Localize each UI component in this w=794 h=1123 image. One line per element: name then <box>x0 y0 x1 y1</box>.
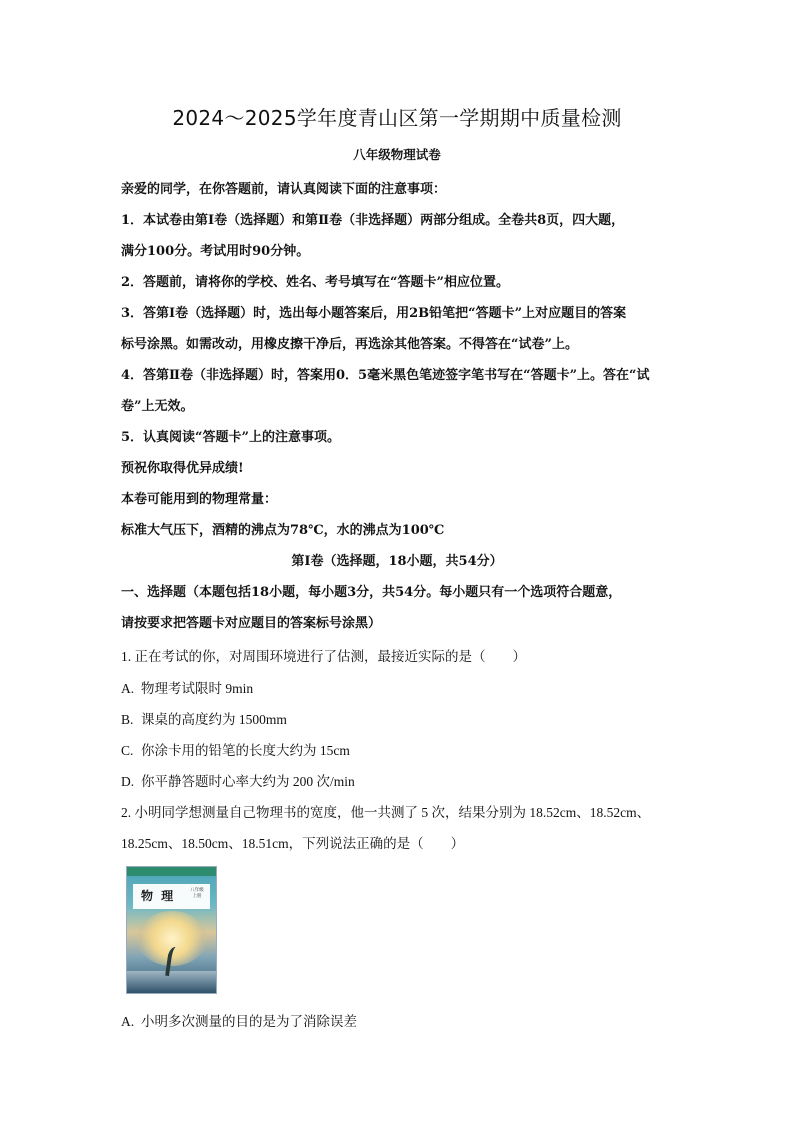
physics-book-image <box>127 867 216 993</box>
option-text: 课桌的高度约为 1500mm <box>141 712 287 727</box>
notice-item-4: 4．答第Ⅱ卷（非选择题）时，答案用0．5毫米黑色笔迹签字笔书写在“答题卡”上。答在“试 <box>121 368 650 383</box>
option-letter: C. <box>121 743 134 758</box>
question-1-option-a <box>121 677 253 697</box>
book-grade: 八年级 上册 <box>190 888 204 899</box>
notice-intro: 亲爱的同学，在你答题前，请认真阅读下面的注意事项： <box>121 182 447 197</box>
notice-item-3-cont: 标号涂黑。如需改动，用橡皮擦干净后，再选涂其他答案。不得答在“试卷”上。 <box>121 337 578 352</box>
question-2-stem: 2. 小明同学想测量自己物理书的宽度，他一共测了 5 次，结果分别为 18.52cm、18.52cm、 <box>121 805 651 820</box>
question-1-option-b <box>121 708 287 728</box>
notice-item-2: 2．答题前，请将你的学校、姓名、考号填写在“答题卡”相应位置。 <box>121 275 510 290</box>
notice-item-4-cont: 卷”上无效。 <box>121 399 194 414</box>
constants-title: 本卷可能用到的物理常量： <box>121 492 278 507</box>
option-letter: B. <box>121 712 134 727</box>
page-subtitle: 八年级物理试卷 <box>353 147 441 162</box>
notice-item-3: 3．答第Ⅰ卷（选择题）时，选出每小题答案后，用2B铅笔把“答题卡”上对应题目的答案 <box>121 306 627 321</box>
option-letter: D. <box>121 774 135 789</box>
option-text: 你涂卡用的铅笔的长度大约为 15cm <box>141 743 350 758</box>
book-top-band <box>127 867 216 876</box>
question-1-option-d <box>121 770 355 790</box>
section-1-instructions: 一、选择题（本题包括18小题，每小题3分，共54分。每小题只有一个选项符合题意， <box>121 585 622 600</box>
question-2-option-a <box>121 1010 357 1030</box>
question-1-stem: 1. 正在考试的你，对周围环境进行了估测，最接近实际的是（ ） <box>121 649 526 664</box>
section-1-title: 第Ⅰ卷（选择题，18小题，共54分） <box>291 554 503 569</box>
notice-item-5: 5．认真阅读“答题卡”上的注意事项。 <box>121 430 341 445</box>
book-title: 物 理 <box>141 889 176 903</box>
section-1-instructions-cont: 请按要求把答题卡对应题目的答案标号涂黑） <box>121 616 382 631</box>
option-letter: A. <box>121 681 135 696</box>
notice-item-1-cont: 满分100分。考试用时90分钟。 <box>121 244 310 259</box>
constants-text: 标准大气压下，酒精的沸点为78℃，水的沸点为100℃ <box>121 523 445 538</box>
question-2-stem-cont: 18.25cm、18.50cm、18.51cm，下列说法正确的是（ ） <box>121 836 465 851</box>
notice-item-1: 1．本试卷由第Ⅰ卷（选择题）和第Ⅱ卷（非选择题）两部分组成。全卷共8页，四大题， <box>121 213 625 228</box>
option-text: 物理考试限时 9min <box>141 681 254 696</box>
question-1-option-c <box>121 739 350 759</box>
notice-wish: 预祝你取得优异成绩! <box>121 461 244 476</box>
page-title: 2024～2025学年度青山区第一学期期中质量检测 <box>172 106 622 130</box>
option-text: 小明多次测量的目的是为了消除误差 <box>141 1014 357 1029</box>
option-text: 你平静答题时心率大约为 200 次/min <box>141 774 355 789</box>
option-letter: A. <box>121 1014 135 1029</box>
